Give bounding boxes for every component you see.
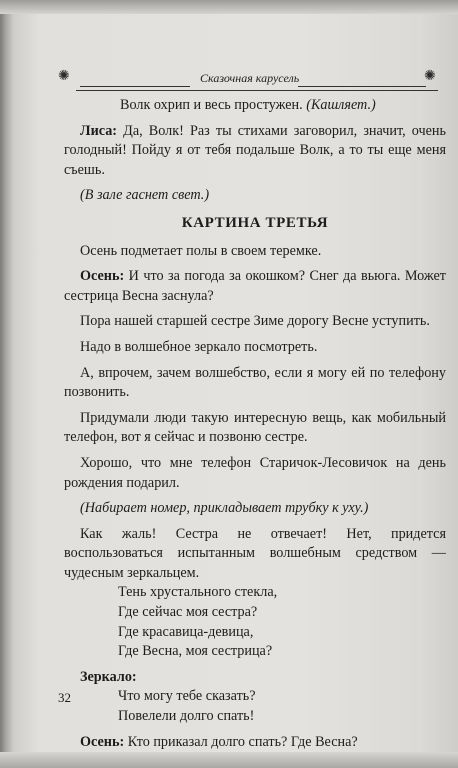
- dialogue-text: Кто приказал долго спать? Где Весна?: [124, 733, 358, 750]
- paragraph-phone-call: А, впрочем, зачем волшебство, если я могу ей по телефону позвонить.: [64, 364, 446, 401]
- speaker-label: Осень:: [80, 733, 125, 750]
- paragraph-autumn-question: [64, 733, 446, 753]
- paragraph-wolf-hoarse: [64, 96, 446, 116]
- verse-mirror: [64, 687, 446, 726]
- verse-line: Где сейчас моя сестра?: [118, 604, 258, 621]
- speaker-label: Лиса:: [80, 122, 118, 139]
- header-rule-bottom: [76, 90, 438, 91]
- paragraph-fox-line: [64, 122, 446, 181]
- paragraph-autumn-sweeps: Осень подметает полы в своем теремке.: [80, 242, 322, 259]
- body-text: [64, 96, 446, 752]
- speaker-mirror: Зеркало:: [80, 668, 137, 685]
- ornament-icon-right: ✺: [424, 69, 436, 84]
- paragraph-mobile-phone: Придумали люди такую интересную вещь, как мобильный телефон, вот я сейчас и позвоню сестре.: [64, 409, 446, 446]
- dialogue-text: Да, Волк! Раз ты стихами заговорил, значит, очень голодный! Пойду я от тебя подальше Волк, а то ты еще меня съешь.: [64, 122, 446, 178]
- page-bottom-edge: [0, 752, 458, 768]
- verse-autumn: [64, 583, 446, 661]
- paragraph-no-answer: Как жаль! Сестра не отвечает! Нет, придется воспользоваться испытанным волшебным средством — чудесным зеркальцем.: [64, 525, 446, 581]
- paragraph-winter-yield: Пора нашей старшей сестре Зиме дорогу Весне уступить.: [80, 313, 430, 330]
- paragraph-magic-mirror: Надо в волшебное зеркало посмотреть.: [80, 338, 318, 355]
- running-head-title: Сказочная карусель: [200, 71, 300, 85]
- verse-line: Где Весна, моя сестрица?: [118, 643, 273, 660]
- stage-direction-dialing: (Набирает номер, прикладывает трубку к уху.): [80, 500, 369, 517]
- verse-line: Где красавица-девица,: [118, 623, 254, 640]
- header-rule-left: [80, 86, 190, 87]
- paragraph-phone-gift: Хорошо, что мне телефон Старичок-Лесовичок на день рождения подарил.: [64, 454, 446, 491]
- ornament-icon-left: ✺: [58, 69, 70, 84]
- text: Волк охрип и весь простужен.: [120, 97, 307, 113]
- page-number: 32: [58, 690, 71, 705]
- stage-direction-lights: (В зале гаснет свет.): [80, 187, 210, 204]
- running-header: [58, 64, 444, 86]
- page-top-edge: [0, 0, 458, 14]
- verse-line: Что могу тебе сказать?: [118, 688, 256, 705]
- header-rule-right: [298, 86, 426, 87]
- verse-line: Тень хрустального стекла,: [118, 584, 278, 601]
- speaker-label: Осень:: [80, 268, 125, 285]
- stage-direction: (Кашляет.): [306, 97, 376, 113]
- dialogue-text: И что за погода за окошком? Снег да вьюга. Может сестрица Весна заснула?: [64, 268, 446, 304]
- paragraph-autumn-weather: [64, 267, 446, 306]
- scene-title: КАРТИНА ТРЕТЬЯ: [181, 214, 329, 231]
- verse-line: Повелели долго спать!: [118, 708, 255, 725]
